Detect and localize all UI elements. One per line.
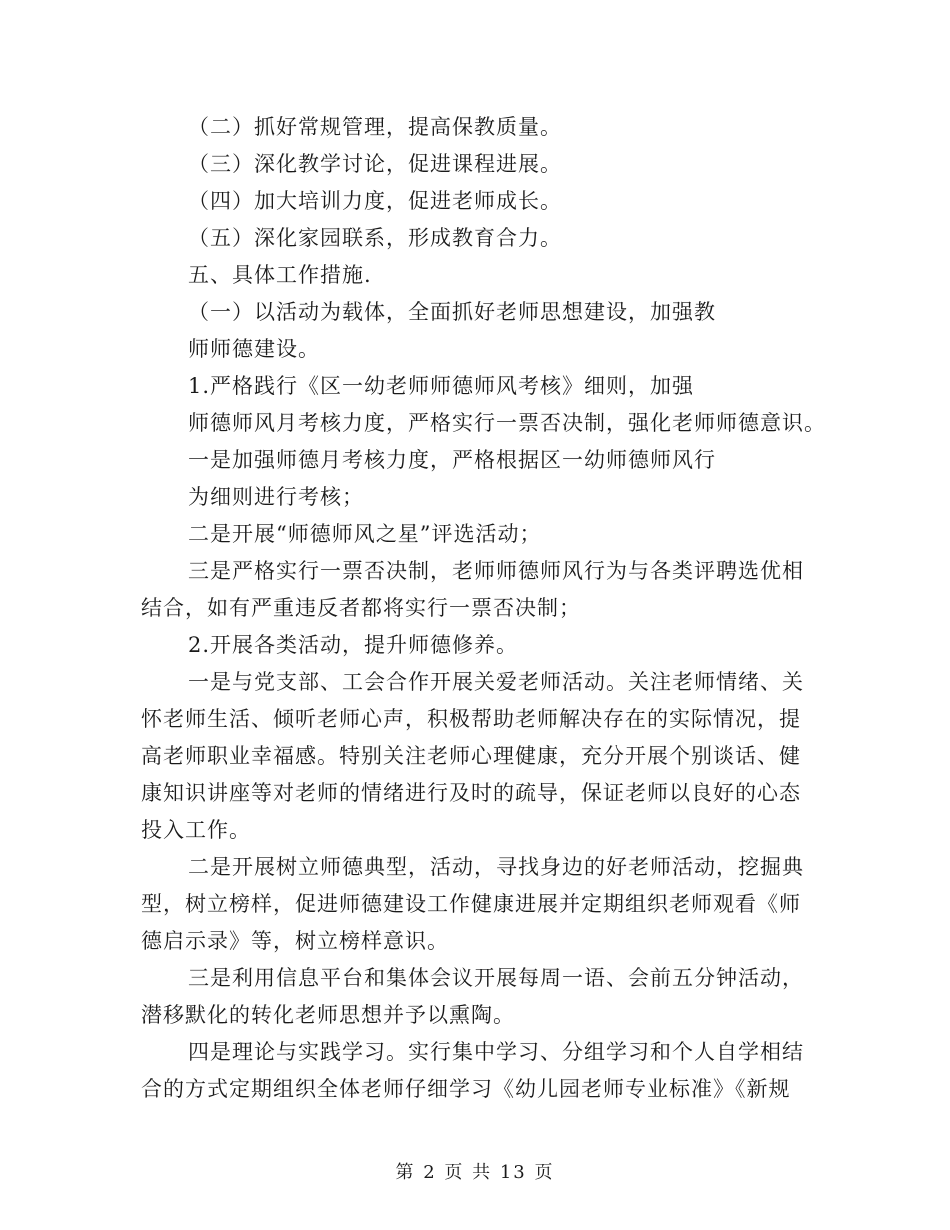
text-line: 四是理论与实践学习。实行集中学习、分组学习和个人自学相结: [188, 1040, 804, 1064]
text-line: 康知识讲座等对老师的情绪进行及时的疏导，保证老师以良好的心态: [141, 781, 801, 805]
text-line: 投入工作。: [141, 818, 251, 842]
text-line: 师师德建设。: [188, 337, 320, 361]
text-line: 三是严格实行一票否决制，老师师德师风行为与各类评聘选优相: [188, 559, 804, 583]
text-line: 德启示录》等，树立榜样意识。: [141, 929, 449, 953]
text-line: 结合，如有严重违反者都将实行一票否决制；: [141, 596, 581, 620]
text-line: 高老师职业幸福感。特别关注老师心理健康，充分开展个别谈话、健: [141, 744, 801, 768]
text-line: （五）深化家园联系，形成教育合力。: [188, 226, 562, 250]
text-line: 一是与党支部、工会合作开展关爱老师活动。关注老师情绪、关: [188, 670, 804, 694]
text-line: 一是加强师德月考核力度，严格根据区一幼师德师风行: [188, 448, 716, 472]
text-line: （三）深化教学讨论，促进课程进展。: [188, 152, 562, 176]
text-line: 三是利用信息平台和集体会议开展每周一语、会前五分钟活动，: [188, 966, 804, 990]
text-line: 师德师风月考核力度，严格实行一票否决制，强化老师师德意识。: [188, 411, 826, 435]
text-line: 型，树立榜样，促进师德建设工作健康进展并定期组织老师观看《师: [141, 892, 801, 916]
section-heading: 五、具体工作措施.: [188, 263, 372, 287]
text-line: 二是开展树立师德典型，活动，寻找身边的好老师活动，挖掘典: [188, 855, 804, 879]
text-line: 为细则进行考核；: [188, 485, 364, 509]
text-line: 2.开展各类活动，提升师德修养。: [188, 633, 519, 657]
text-line: 二是开展“师德师风之星”评选活动；: [188, 522, 542, 546]
page-number-footer: 第 2 页 共 13 页: [395, 1162, 555, 1183]
text-line: （一）以活动为载体，全面抓好老师思想建设，加强教: [188, 300, 716, 324]
text-line: （二）抓好常规管理，提高保教质量。: [188, 115, 562, 139]
text-line: 1.严格践行《区一幼老师师德师风考核》细则，加强: [188, 374, 695, 398]
text-line: 合的方式定期组织全体老师仔细学习《幼儿园老师专业标准》《新规: [141, 1077, 791, 1101]
text-line: 潜移默化的转化老师思想并予以熏陶。: [141, 1003, 515, 1027]
text-line: （四）加大培训力度，促进老师成长。: [188, 189, 562, 213]
text-line: 怀老师生活、倾听老师心声，积极帮助老师解决存在的实际情况，提: [141, 707, 801, 731]
